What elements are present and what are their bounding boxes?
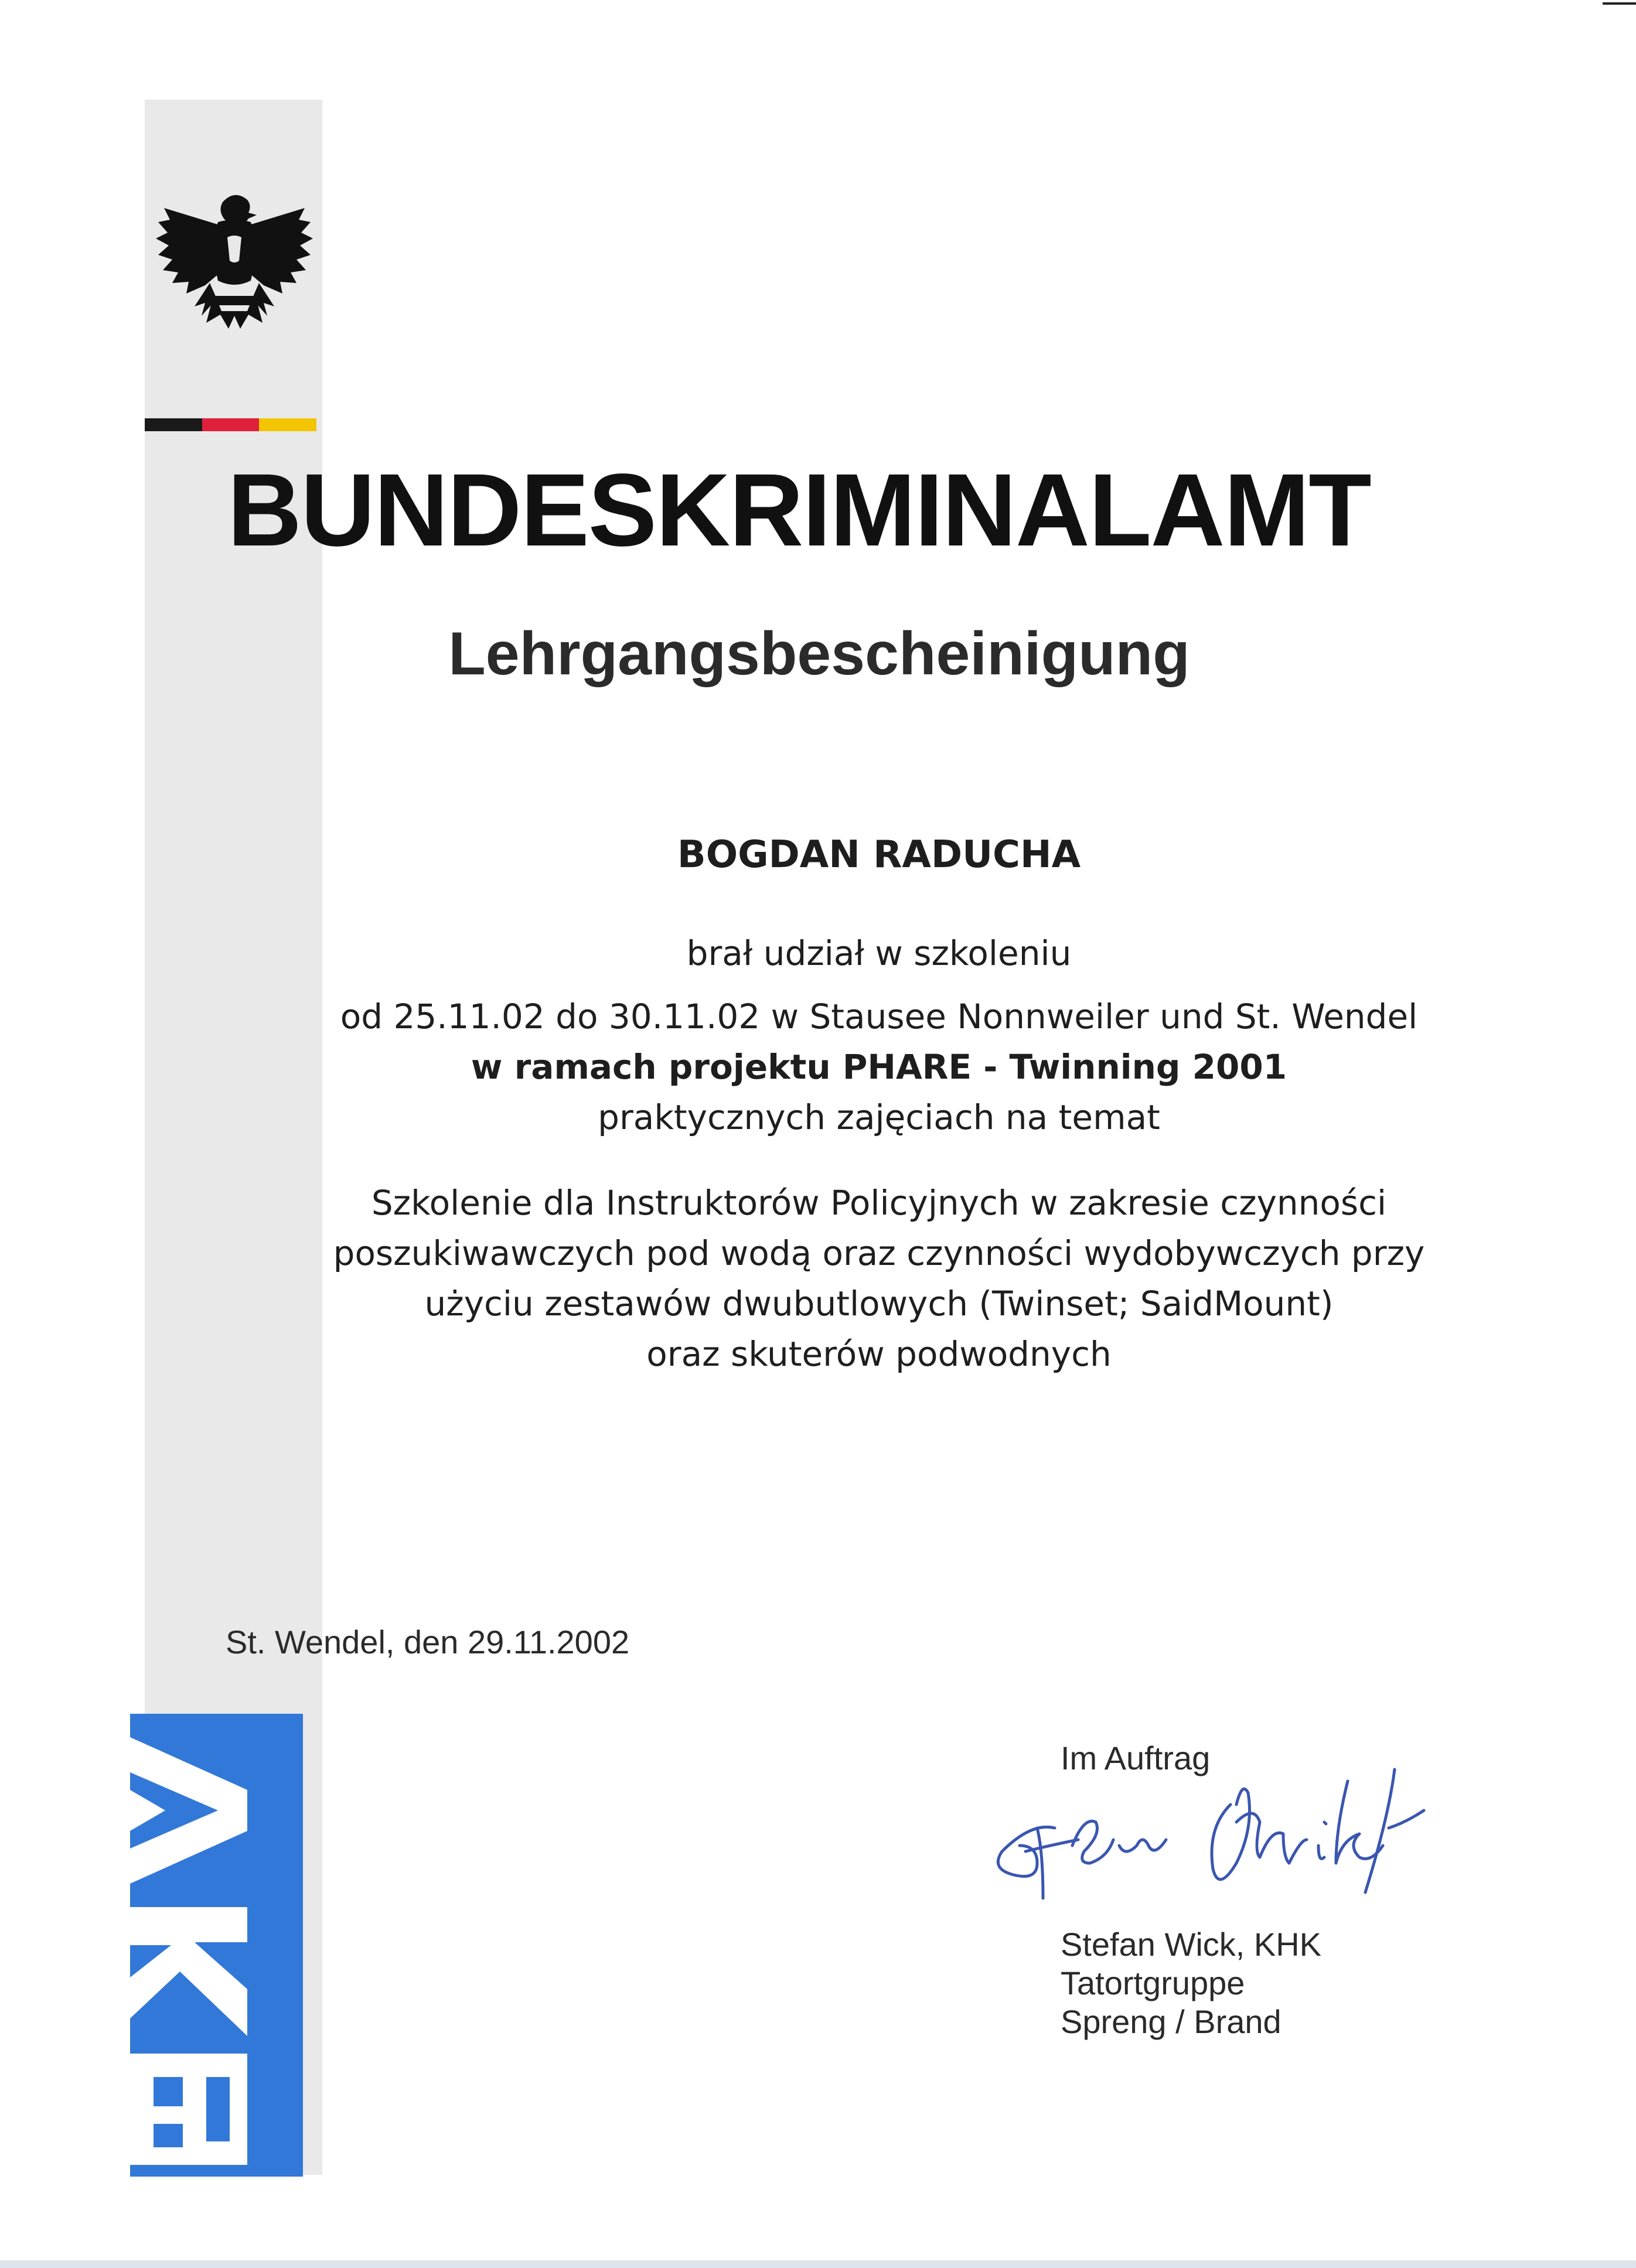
topic-line: użyciu zestawów dwubutlowych (Twinset; SaidMount) [424,1284,1334,1324]
project-line: w ramach projektu PHARE - Twinning 2001 [471,1047,1287,1087]
federal-eagle-icon [152,185,316,349]
flag-stripe-black [145,418,202,431]
scan-edge [0,2260,1636,2268]
topic-line: Szkolenie dla Instruktorów Policyjnych w zakresie czynności [371,1183,1387,1223]
recipient-name: BOGDAN RADUCHA [677,833,1081,876]
document-title: Lehrgangsbescheinigung [448,620,1190,688]
topic-description [322,1178,1436,1379]
participation-line: brał udział w szkoleniu [686,933,1072,973]
signatory-unit: Spreng / Brand [1061,2003,1281,2040]
dates-line: od 25.11.02 do 30.11.02 w Stausee Nonnweiler und St. Wendel [340,997,1418,1036]
course-details [322,991,1436,1142]
topic-line: poszukiwawczych pod wodą oraz czynności wydobywczych przy [333,1233,1425,1273]
topic-line: oraz skuterów podwodnych [646,1334,1112,1374]
flag-stripe-gold [259,418,316,431]
handwritten-signature [984,1758,1441,1922]
signatory-unit: Tatortgruppe [1061,1965,1245,2001]
edge-mark [1603,2,1636,5]
bka-logo-letters [130,1714,303,2177]
flag-stripe-red [202,418,260,431]
signatory-name: Stefan Wick, KHK [1061,1926,1322,1963]
flag-stripe [145,418,316,431]
on-behalf-label: Im Auftrag [1061,1740,1211,1776]
bka-logo [130,1714,303,2177]
institution-title: BUNDESKRIMINALAMT [227,453,1371,568]
topic-intro: praktycznych zajęciach na temat [598,1097,1160,1137]
place-and-date: St. Wendel, den 29.11.2002 [226,1624,630,1660]
